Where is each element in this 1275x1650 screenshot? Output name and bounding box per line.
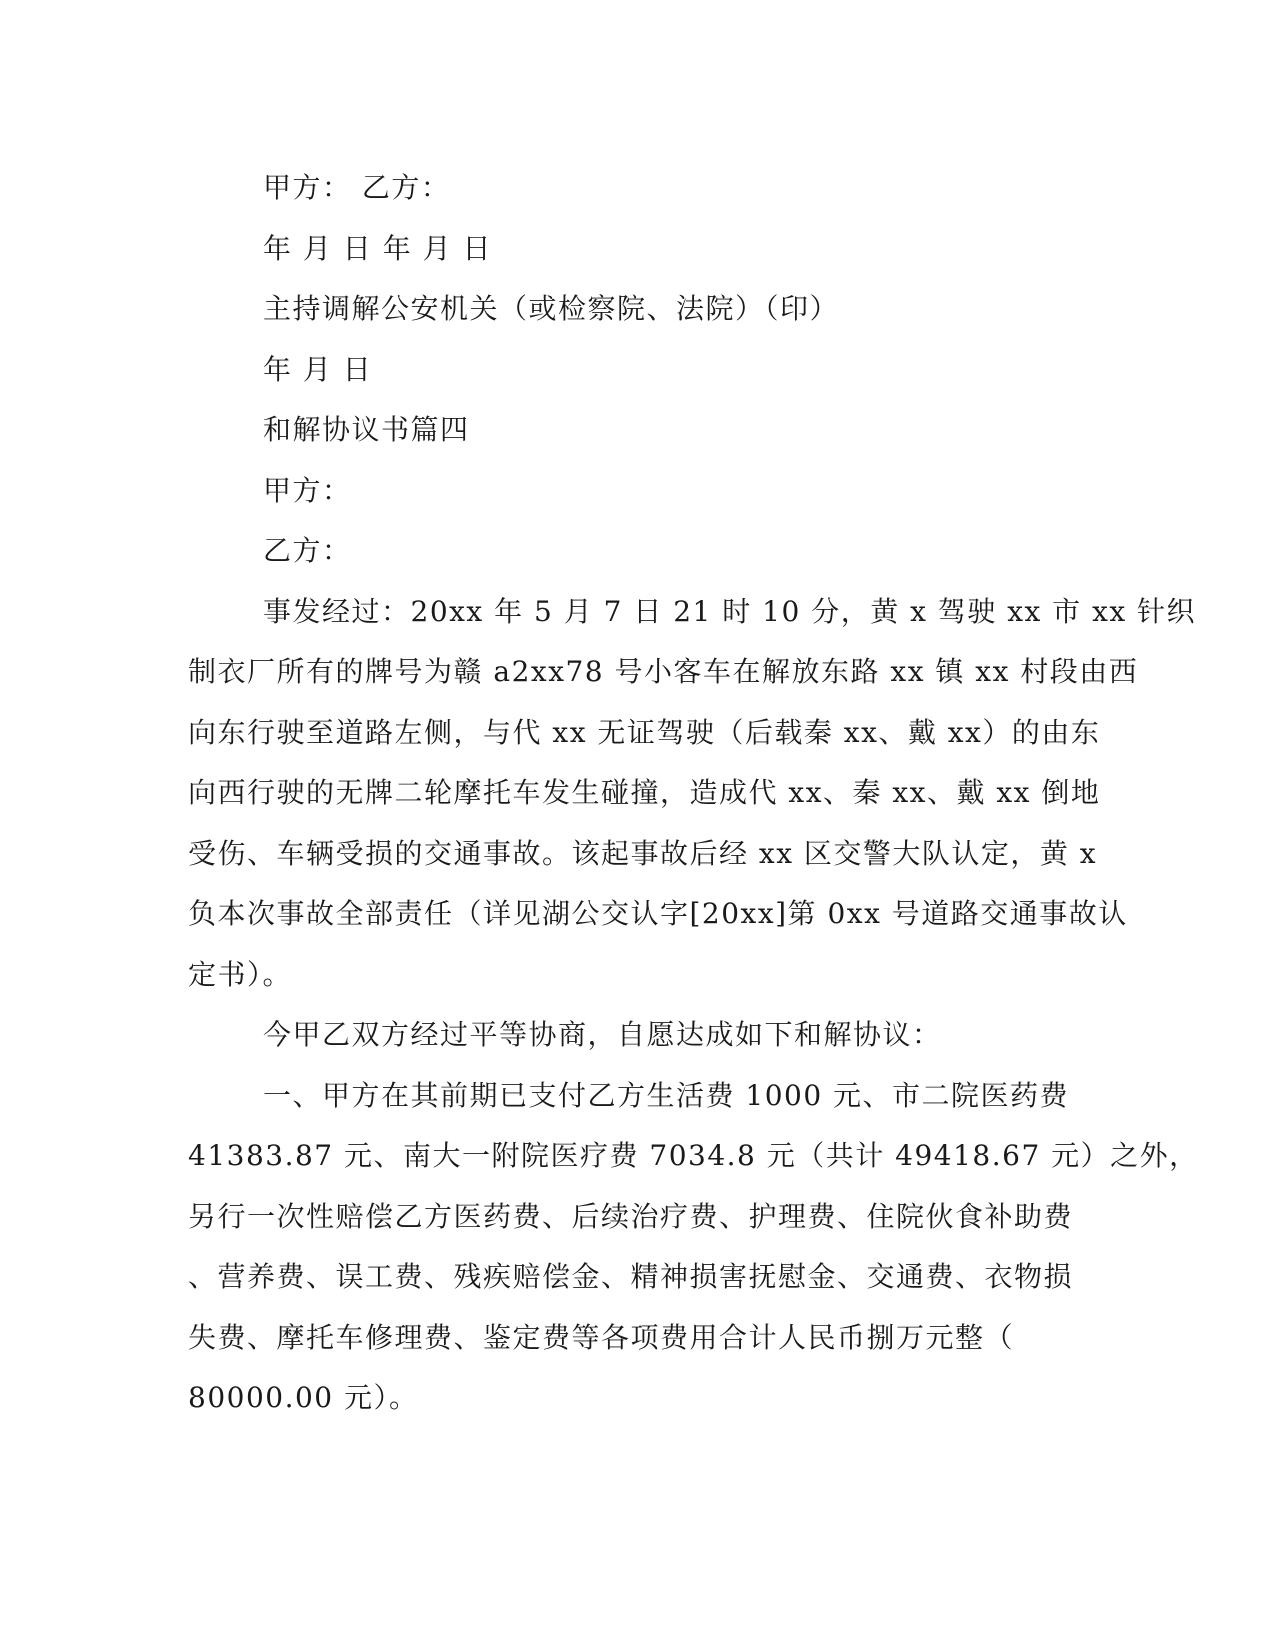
document-body	[188, 158, 1199, 1429]
incident-paragraph-line: 负本次事故全部责任（详见湖公交认字[20xx]第 0xx 号道路交通事故认	[188, 897, 1128, 930]
clause-one-line: 41383.87 元、南大一附院医疗费 7034.8 元（共计 49418.67 元）之外，	[188, 1139, 1199, 1172]
clause-one-line: 另行一次性赔偿乙方医药费、后续治疗费、护理费、住院伙食补助费	[188, 1199, 1074, 1233]
signature-parties-line: 甲方： 乙方：	[263, 171, 451, 204]
agreement-intro-line: 今甲乙双方经过平等协商，自愿达成如下和解协议：	[263, 1018, 942, 1051]
clause-one-line: 失费、摩托车修理费、鉴定费等各项费用合计人民币捌万元整（	[188, 1320, 1015, 1354]
incident-paragraph-line: 定书）。	[188, 957, 293, 991]
section-heading: 和解协议书篇四	[263, 413, 470, 446]
mediator-seal-line: 主持调解公安机关（或检察院、法院）（印）	[263, 292, 840, 325]
party-b-line: 乙方：	[263, 534, 352, 567]
incident-paragraph-line: 受伤、车辆受损的交通事故。该起事故后经 xx 区交警大队认定，黄 x	[188, 836, 1098, 870]
party-a-line: 甲方：	[263, 473, 352, 507]
incident-paragraph-line: 向西行驶的无牌二轮摩托车发生碰撞，造成代 xx、秦 xx、戴 xx 倒地	[188, 776, 1101, 809]
signature-dates-line: 年 月 日 年 月 日	[263, 231, 493, 265]
clause-one-line: 80000.00 元）。	[188, 1381, 419, 1414]
incident-paragraph-line: 制衣厂所有的牌号为赣 a2xx78 号小客车在解放东路 xx 镇 xx 村段由西	[188, 655, 1139, 688]
mediator-date-line: 年 月 日	[263, 352, 373, 386]
clause-one-line: 一、甲方在其前期已支付乙方生活费 1000 元、市二院医药费	[263, 1078, 1070, 1112]
incident-paragraph-line: 事发经过：20xx 年 5 月 7 日 21 时 10 分，黄 x 驾驶 xx 市 xx 针织	[263, 594, 1197, 628]
incident-paragraph-line: 向东行驶至道路左侧，与代 xx 无证驾驶（后载秦 xx、戴 xx）的由东	[188, 715, 1101, 749]
clause-one-line: 、营养费、误工费、残疾赔偿金、精神损害抚慰金、交通费、衣物损	[188, 1260, 1074, 1293]
